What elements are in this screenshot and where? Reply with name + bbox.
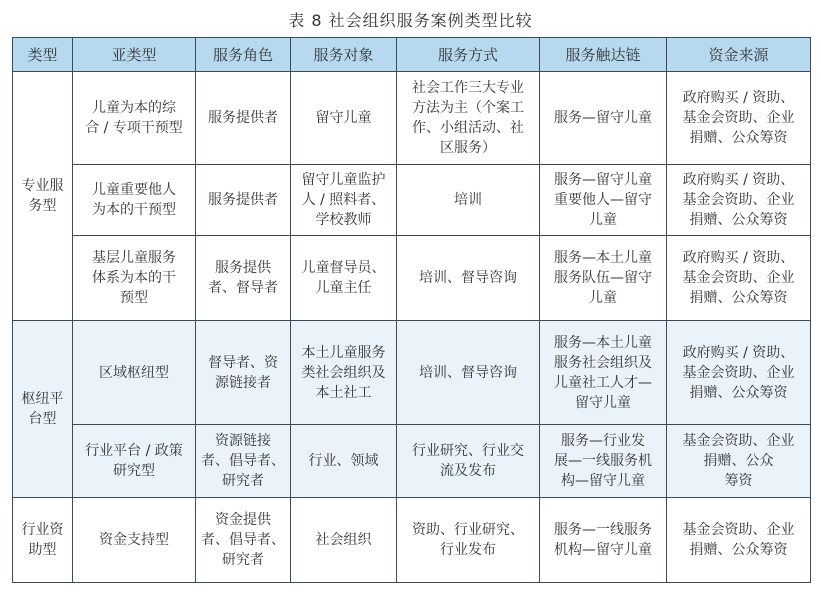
comparison-table — [12, 37, 811, 583]
subtype-cell: 儿童重要他人 为本的干预型 — [73, 165, 196, 236]
target-cell: 行业、领域 — [291, 425, 397, 498]
column-header-role: 服务角色 — [196, 38, 291, 72]
table-row — [13, 165, 811, 236]
column-header-funding: 资金来源 — [667, 38, 811, 72]
table-row — [13, 498, 811, 583]
method-cell: 培训、督导咨询 — [397, 236, 540, 321]
subtype-cell: 行业平台 / 政策 研究型 — [73, 425, 196, 498]
column-header-target: 服务对象 — [291, 38, 397, 72]
table-row — [13, 236, 811, 321]
method-cell: 行业研究、行业交 流及发布 — [397, 425, 540, 498]
chain-cell: 服务—一线服务 机构—留守儿童 — [540, 498, 667, 583]
role-cell: 资源链接 者、倡导者、 研究者 — [196, 425, 291, 498]
funding-cell: 政府购买 / 资助、 基金会资助、企业 捐赠、公众筹资 — [667, 321, 811, 425]
role-cell: 服务提供 者、督导者 — [196, 236, 291, 321]
role-cell: 资金提供 者、倡导者、 研究者 — [196, 498, 291, 583]
funding-cell: 政府购买 / 资助、 基金会资助、企业 捐赠、公众筹资 — [667, 165, 811, 236]
role-cell: 督导者、资 源链接者 — [196, 321, 291, 425]
subtype-cell: 儿童为本的综 合 / 专项干预型 — [73, 72, 196, 165]
chain-cell: 服务—留守儿童 — [540, 72, 667, 165]
subtype-cell: 资金支持型 — [73, 498, 196, 583]
funding-cell: 政府购买 / 资助、 基金会资助、企业 捐赠、公众筹资 — [667, 236, 811, 321]
funding-cell: 基金会资助、企业 捐赠、公众筹资 — [667, 498, 811, 583]
column-header-type: 类型 — [13, 38, 73, 72]
table-row — [13, 72, 811, 165]
subtype-cell: 基层儿童服务 体系为本的干 预型 — [73, 236, 196, 321]
funding-cell: 基金会资助、企业 捐赠、公众 筹资 — [667, 425, 811, 498]
target-cell: 本土儿童服务 类社会组织及 本土社工 — [291, 321, 397, 425]
method-cell: 培训、督导咨询 — [397, 321, 540, 425]
role-cell: 服务提供者 — [196, 72, 291, 165]
chain-cell: 服务—行业发 展—一线服务机 构—留守儿童 — [540, 425, 667, 498]
table-row — [13, 425, 811, 498]
type-cell: 专业服 务型 — [13, 72, 73, 321]
type-cell: 行业资 助型 — [13, 498, 73, 583]
funding-cell: 政府购买 / 资助、 基金会资助、企业 捐赠、公众筹资 — [667, 72, 811, 165]
subtype-cell: 区域枢纽型 — [73, 321, 196, 425]
header-row — [13, 38, 811, 72]
target-cell: 留守儿童 — [291, 72, 397, 165]
chain-cell: 服务—本土儿童 服务队伍—留守 儿童 — [540, 236, 667, 321]
target-cell: 儿童督导员、 儿童主任 — [291, 236, 397, 321]
target-cell: 留守儿童监护 人 / 照料者、 学校教师 — [291, 165, 397, 236]
role-cell: 服务提供者 — [196, 165, 291, 236]
method-cell: 资助、行业研究、 行业发布 — [397, 498, 540, 583]
column-header-method: 服务方式 — [397, 38, 540, 72]
table-row — [13, 321, 811, 425]
chain-cell: 服务—本土儿童 服务社会组织及 儿童社工人才— 留守儿童 — [540, 321, 667, 425]
target-cell: 社会组织 — [291, 498, 397, 583]
method-cell: 社会工作三大专业 方法为主（个案工 作、小组活动、社 区服务） — [397, 72, 540, 165]
column-header-chain: 服务触达链 — [540, 38, 667, 72]
method-cell: 培训 — [397, 165, 540, 236]
type-cell: 枢纽平 台型 — [13, 321, 73, 498]
table-caption: 表 8 社会组织服务案例类型比较 — [288, 11, 533, 30]
chain-cell: 服务—留守儿童 重要他人—留守 儿童 — [540, 165, 667, 236]
column-header-subtype: 亚类型 — [73, 38, 196, 72]
